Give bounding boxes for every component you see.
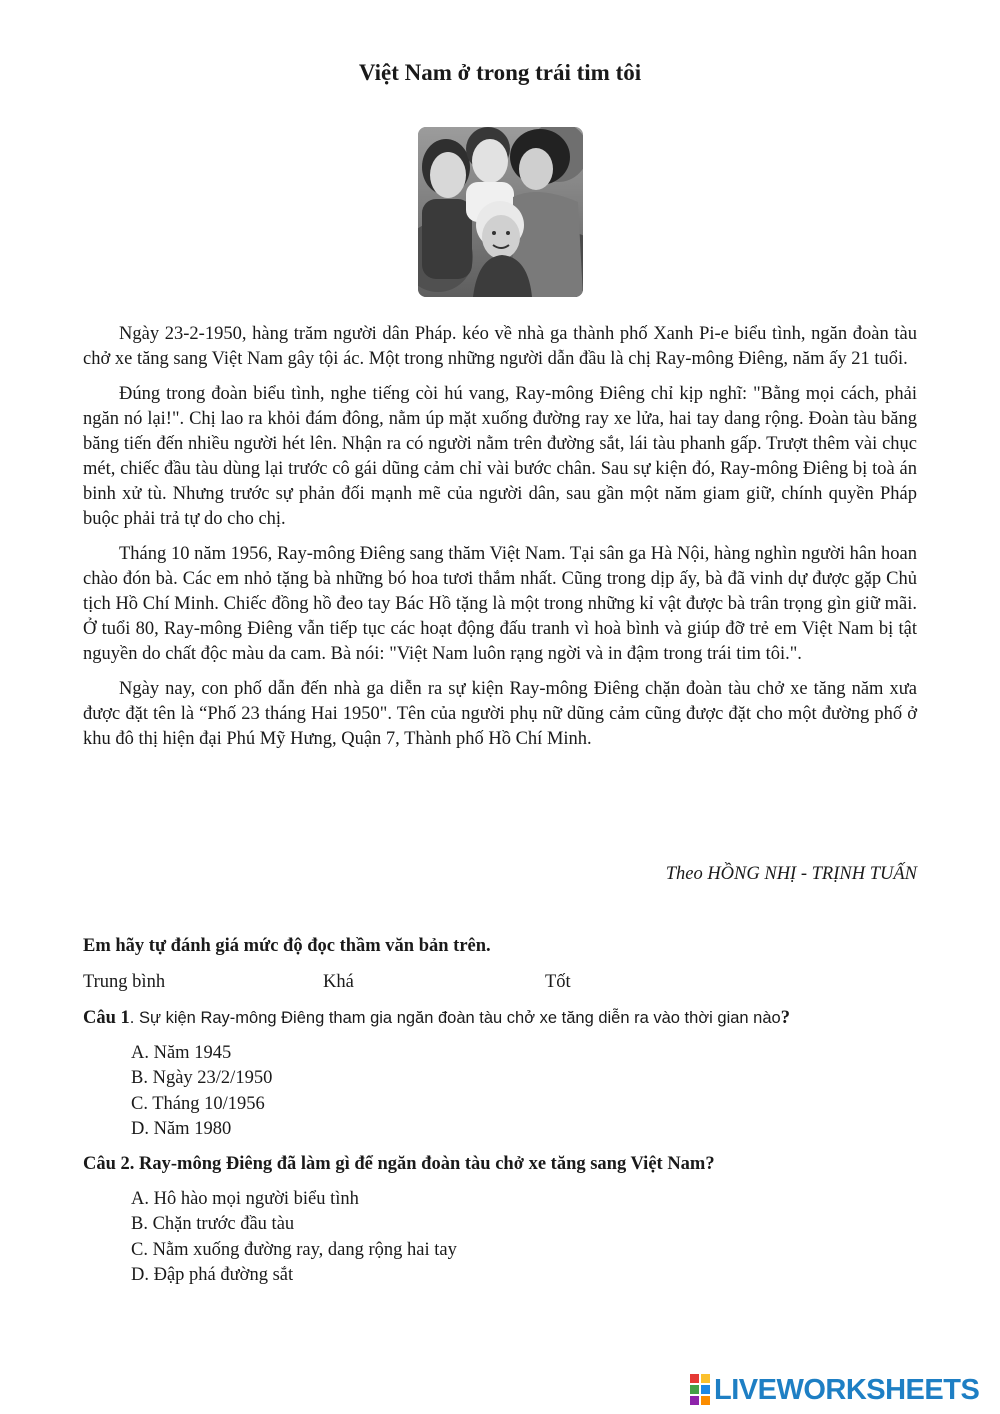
story-text — [83, 322, 917, 762]
question-2-options — [131, 1187, 457, 1288]
story-paragraph-3: Tháng 10 năm 1956, Ray-mông Điêng sang thăm Việt Nam. Tại sân ga Hà Nội, hàng nghìn người hân hoan chào đón bà. Các em nhỏ tặng bà những bó hoa tươi thắm nhất. Cũng trong dịp ấy, bà đã vinh dự được gặp Chủ tịch Hồ Chí Minh. Chiếc đồng hồ đeo tay Bác Hồ tặng là một trong những kỉ vật được bà trân trọng gìn giữ mãi. Ở tuổi 80, Ray-mông Điêng vẫn tiếp tục các hoạt động đấu tranh vì hoà bình và giúp đỡ trẻ em Việt Nam bị tật nguyền do chất độc màu da cam. Bà nói: "Việt Nam luôn rạng ngời và in đậm trong trái tim tôi.". — [83, 544, 917, 664]
rating-option-average[interactable]: Trung bình — [83, 972, 166, 992]
story-paragraph-2: Đúng trong đoàn biểu tình, nghe tiếng còi hú vang, Ray-mông Điêng chỉ kịp nghĩ: "Bằng mọi cách, phải ngăn nó lại!". Chị lao ra khỏi đám đông, nằm úp mặt xuống đường ray xe lửa, hai tay dang rộng. Đoàn tàu băng băng tiến đến nhiều người hét lên. Nhận ra có người nằm trên đường sắt, lái tàu phanh gấp. Trượt thêm vài chục mét, chiếc đầu tàu dùng lại trước cô gái dũng cảm chỉ vài bước chân. Sau sự kiện đó, Ray-mông Điêng bị toà án binh xử tù. Nhưng trước sự phản đối mạnh mẽ của người dân, sau gần một năm giam giữ, chính quyền Pháp buộc phải trả tự do cho chị. — [83, 384, 917, 529]
question-2-option-c[interactable]: C. Nằm xuống đường ray, dang rộng hai tay — [131, 1239, 457, 1260]
question-1-options — [131, 1041, 272, 1142]
liveworksheets-logo — [690, 1372, 979, 1408]
question-1-mark: ? — [780, 1008, 790, 1028]
liveworksheets-blocks-icon — [690, 1374, 710, 1406]
story-paragraph-1: Ngày 23-2-1950, hàng trăm người dân Pháp. kéo về nhà ga thành phố Xanh Pi-e biểu tình, ngăn đoàn tàu chở xe tăng sang Việt Nam gây tội ác. Một trong những người dẫn đầu là chị Ray-mông Điêng, năm ấy 21 tuổi. — [83, 324, 917, 369]
question-2-option-d[interactable]: D. Đập phá đường sắt — [131, 1264, 294, 1285]
story-photo — [418, 127, 583, 297]
page-title: Việt Nam ở trong trái tim tôi — [358, 60, 642, 85]
question-2-option-b[interactable]: B. Chặn trước đầu tàu — [131, 1214, 295, 1235]
rating-option-excellent[interactable]: Tốt — [545, 972, 571, 992]
question-1 — [83, 1008, 790, 1029]
story-source: Theo HỒNG NHỊ - TRỊNH TUẤN — [665, 864, 917, 884]
question-1-option-d[interactable]: D. Năm 1980 — [131, 1118, 232, 1139]
liveworksheets-logo-text: LIVEWORKSHEETS — [714, 1373, 980, 1406]
question-1-text: . Sự kiện Ray-mông Điêng tham gia ngăn đoàn tàu chở xe tăng diễn ra vào thời gian nào — [129, 1009, 781, 1027]
rating-option-good[interactable]: Khá — [323, 972, 354, 992]
question-1-number: Câu 1 — [83, 1008, 130, 1028]
question-2: Câu 2. Ray-mông Điêng đã làm gì để ngăn đoàn tàu chở xe tăng sang Việt Nam? — [83, 1154, 715, 1174]
question-1-option-b[interactable]: B. Ngày 23/2/1950 — [131, 1068, 273, 1089]
self-assessment-instruction: Em hãy tự đánh giá mức độ đọc thầm văn bản trên. — [83, 936, 491, 956]
question-1-option-a[interactable]: A. Năm 1945 — [131, 1043, 232, 1063]
question-1-option-c[interactable]: C. Tháng 10/1956 — [131, 1093, 265, 1114]
story-paragraph-4: Ngày nay, con phố dẫn đến nhà ga diễn ra sự kiện Ray-mông Điêng chặn đoàn tàu chở xe tăng năm xưa được đặt tên là “Phố 23 tháng Hai 1950". Tên của người phụ nữ dũng cảm cũng được đặt cho một đường phố ở khu đô thị hiện đại Phú Mỹ Hưng, Quận 7, Thành phố Hồ Chí Minh. — [83, 679, 917, 749]
question-2-option-a[interactable]: A. Hô hào mọi người biểu tình — [131, 1189, 359, 1209]
